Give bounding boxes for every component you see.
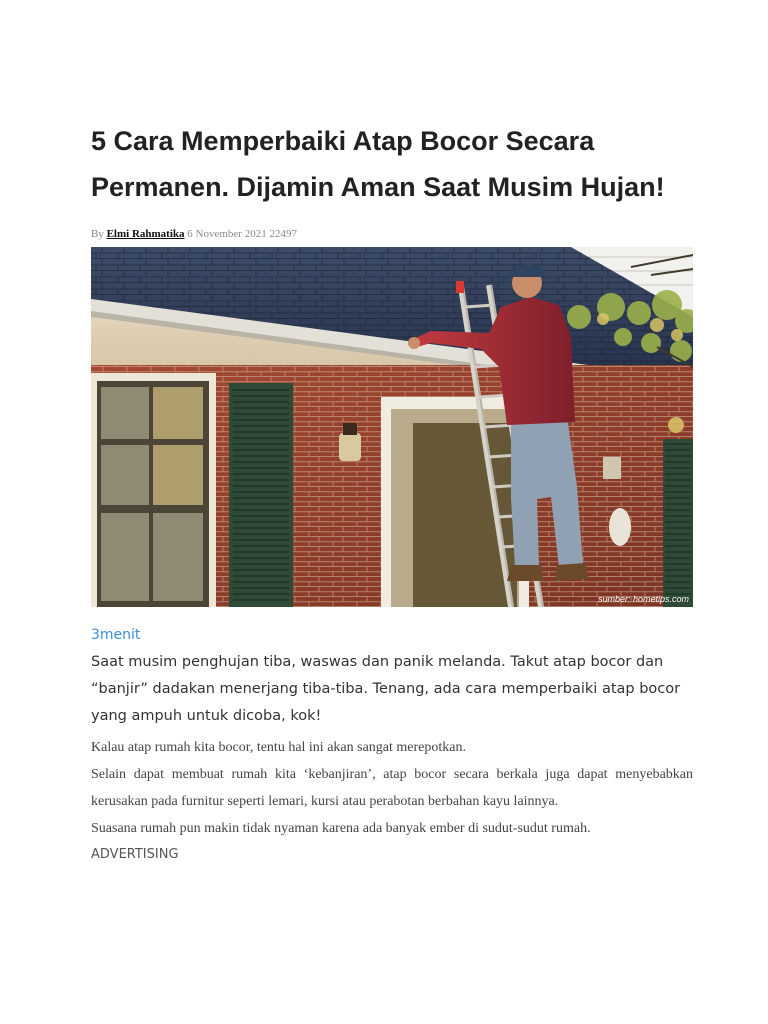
article — [91, 118, 693, 868]
body-paragraph: Suasana rumah pun makin tidak nyaman karena ada banyak ember di sudut-sudut rumah. — [91, 821, 591, 836]
view-count: 22497 — [269, 228, 297, 240]
hero-image — [91, 247, 693, 607]
lead-paragraph: Saat musim penghujan tiba, waswas dan panik melanda. Takut atap bocor dan “banjir” dadakan menerjang tiba-tiba. Tenang, ada cara memperbaiki atap bocor yang ampuh untuk dicoba, kok! — [91, 654, 681, 724]
image-credit: sumber: hometips.com — [597, 594, 689, 604]
body-paragraph: Kalau atap rumah kita bocor, tentu hal ini akan sangat merepotkan. — [91, 740, 466, 755]
by-label: By — [91, 228, 104, 240]
read-time: 3menit — [91, 627, 141, 643]
article-meta — [91, 228, 693, 242]
author-link[interactable]: Elmi Rahmatika — [106, 228, 185, 240]
body-paragraph: Selain dapat membuat rumah kita ‘kebanjiran’, atap bocor secara berkala juga dapat menyebabkan kerusakan pada furnitur seperti lemari, kursi atau perabotan berbahan kayu lainnya. — [91, 767, 693, 809]
advertising-label: ADVERTISING — [91, 847, 179, 862]
article-title: 5 Cara Memperbaiki Atap Bocor Secara Permanen. Dijamin Aman Saat Musim Hujan! — [91, 126, 665, 202]
publish-date: 6 November 2021 — [187, 228, 267, 240]
